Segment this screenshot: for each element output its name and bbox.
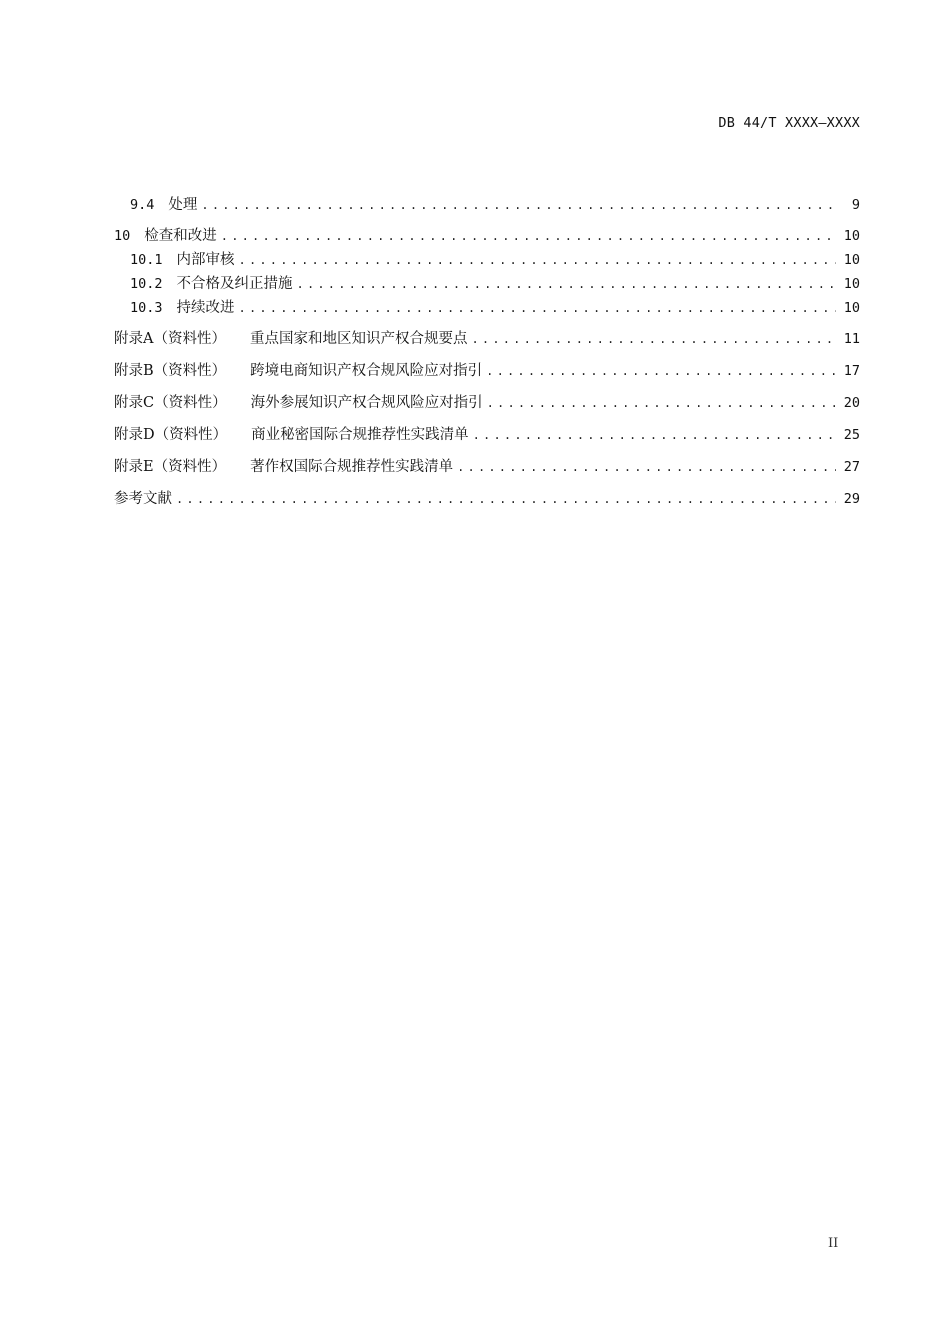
appendix-prefix: 附录C（资料性） [114,395,227,411]
toc-entry-appendix-b[interactable] [114,359,860,384]
toc-entry-title: 持续改进 [176,300,235,316]
toc-entry-appendix-d[interactable] [114,423,860,448]
toc-entry-title: 检查和改进 [144,228,217,244]
leader-dots [487,396,836,410]
leader-dots [471,332,836,346]
toc-entry-page: 11 [843,331,860,347]
toc-entry-number: 10 [114,228,131,244]
appendix-prefix: 附录B（资料性） [114,363,227,379]
toc-entry-number: 10.2 [130,276,163,292]
toc-entry-title: 商业秘密国际合规推荐性实践清单 [251,427,469,443]
leader-dots [473,428,836,442]
toc-entry-title: 参考文献 [114,491,172,507]
toc-entry-page: 10 [843,228,860,244]
appendix-prefix: 附录D（资料性） [114,427,228,443]
toc-entry-title: 海外参展知识产权合规风险应对指引 [250,395,483,411]
leader-dots [201,198,836,212]
toc-entry-10-1[interactable] [114,248,860,272]
toc-entry-page: 10 [843,300,860,316]
leader-dots [297,277,836,291]
toc-entry-page: 17 [843,363,860,379]
toc-entry-title: 处理 [168,197,198,213]
toc-entry-title: 著作权国际合规推荐性实践清单 [250,459,454,475]
toc-entry-appendix-e[interactable] [114,455,860,480]
toc-entry-title: 不合格及纠正措施 [176,276,293,292]
toc-entry-page: 9 [851,197,860,213]
leader-dots [457,460,836,474]
toc-entry-page: 25 [843,427,860,443]
toc-entry-number: 9.4 [130,197,155,213]
standard-code: DB 44/T XXXX—XXXX [718,115,860,131]
toc-entry-number: 10.3 [130,300,163,316]
table-of-contents [114,193,860,512]
toc-entry-references[interactable] [114,487,860,512]
toc-entry-10-2[interactable] [114,272,860,296]
leader-dots [239,301,836,315]
toc-entry-appendix-a[interactable] [114,327,860,352]
toc-entry-title: 内部审核 [176,252,235,268]
toc-entry-page: 27 [843,459,860,475]
toc-entry-title: 重点国家和地区知识产权合规要点 [249,331,468,347]
appendix-prefix: 附录A（资料性） [114,331,226,347]
toc-entry-9-4[interactable] [114,193,860,217]
toc-entry-appendix-c[interactable] [114,391,860,416]
toc-entry-10-3[interactable] [114,296,860,320]
toc-entry-number: 10.1 [130,252,163,268]
toc-entry-page: 20 [843,395,860,411]
toc-entry-page: 10 [843,252,860,268]
leader-dots [221,229,836,243]
leader-dots [239,253,836,267]
toc-entry-page: 10 [843,276,860,292]
leader-dots [486,364,836,378]
toc-entry-title: 跨境电商知识产权合规风险应对指引 [250,363,483,379]
appendix-prefix: 附录E（资料性） [114,459,227,475]
page-number: II [828,1236,839,1251]
leader-dots [176,492,836,506]
toc-entry-page: 29 [843,491,860,507]
toc-entry-10[interactable] [114,224,860,248]
